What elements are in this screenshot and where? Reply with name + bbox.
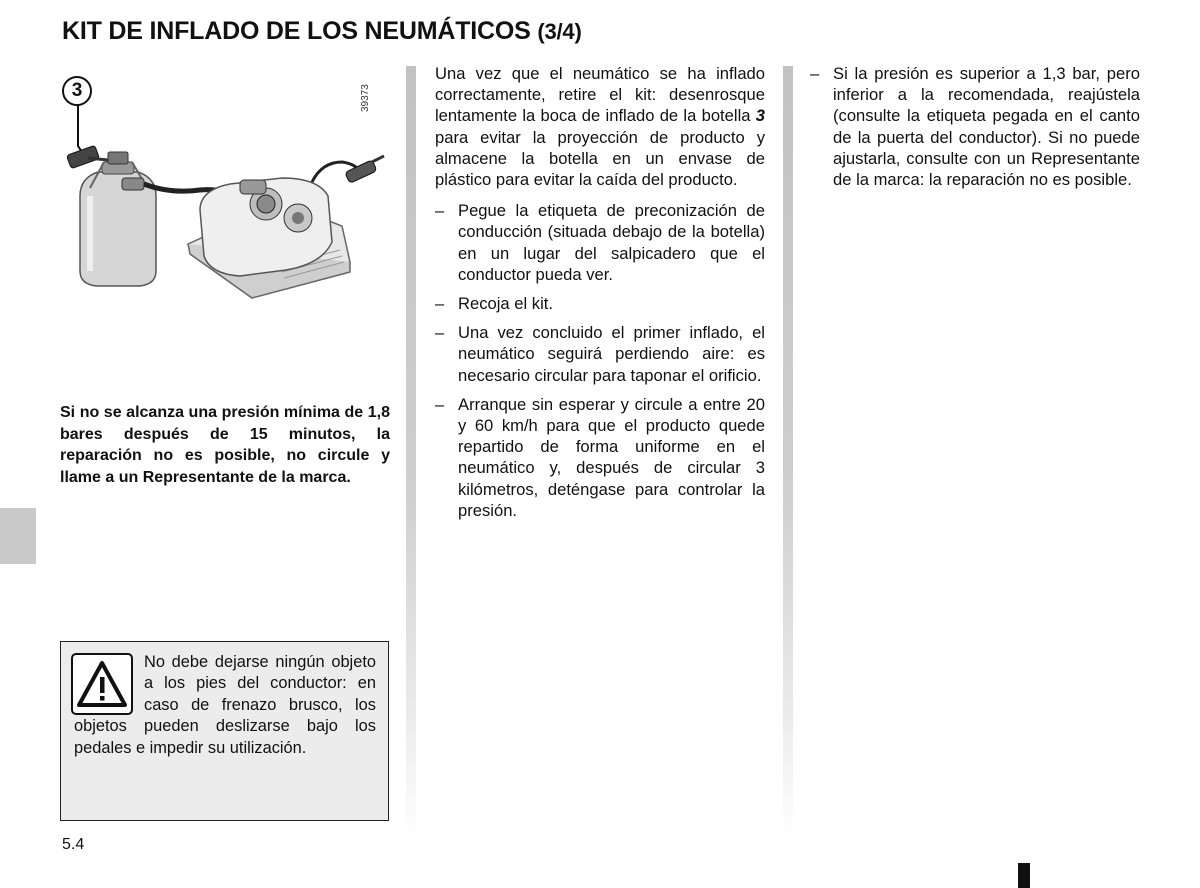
warning-text: No debe dejarse ningún objeto a los pies del conductor: en caso de frenazo brusco, los objetos pueden deslizarse bajo los pedales e impedir su utilización. — [74, 653, 376, 757]
page-number: 5.4 — [62, 836, 85, 853]
list-item — [435, 394, 765, 521]
list-item-text: Pegue la etiqueta de preconización de conducción (situada debajo de la botella) en un lugar del salpicadero que el conductor pueda ver. — [458, 201, 765, 284]
inflation-kit-drawing — [60, 66, 390, 316]
bullet-dash: – — [435, 323, 445, 343]
list-item-text: Una vez concluido el primer inflado, el neumático seguirá perdiendo aire: es necesario circular para taponar el orificio. — [458, 323, 765, 385]
kit-removal-paragraph — [435, 63, 765, 190]
list-item-text: Si la presión es superior a 1,3 bar, pero inferior a la recomendada, reajústela (consulte la etiqueta pegada en el canto de la puerta del conductor). Si no puede ajustarla, consulte con un Representante de la marca: la reparación no es posible. — [833, 64, 1140, 190]
page-edge-marker — [1018, 863, 1030, 888]
right-column — [810, 63, 1140, 198]
minimum-pressure-note: Si no se alcanza una presión mínima de 1,8 bares después de 15 minutos, la reparación no es posible, no circule y llame a un Representante de la marca. — [60, 404, 390, 486]
bullet-dash: – — [435, 394, 445, 414]
list-item-text: Arranque sin esperar y circule a entre 20 y 60 km/h para que el producto quede repartido de forma uniforme en el neumático y, después de circular 3 kilómetros, deténgase para controlar la presión. — [458, 394, 765, 520]
bullet-dash: – — [810, 64, 820, 83]
figure-callout-label: 3 — [62, 76, 92, 106]
bullet-dash: – — [435, 294, 445, 314]
warning-triangle-icon — [71, 653, 133, 715]
bullet-dash: – — [435, 201, 445, 221]
list-item — [435, 293, 765, 314]
page-title-part: (3/4) — [537, 19, 582, 44]
warning-box — [60, 641, 389, 821]
kit-removal-text-a: Una vez que el neumático se ha inflado correctamente, retire el kit: desenrosque lentamente la boca de inflado de la botella — [435, 64, 765, 126]
bottle-reference: 3 — [755, 106, 765, 126]
section-tab — [0, 508, 36, 564]
list-item — [435, 200, 765, 285]
page-title — [62, 17, 582, 46]
inflation-kit-illustration — [60, 66, 390, 316]
list-item — [435, 322, 765, 386]
list-item — [810, 63, 1140, 190]
list-item-text: Recoja el kit. — [458, 294, 553, 314]
kit-removal-text-b: para evitar la proyección de producto y almacene la botella en un envase de plástico para evitar la caída del producto. — [435, 127, 765, 190]
figure-reference-number: 39373 — [360, 84, 371, 112]
page-title-text: KIT DE INFLADO DE LOS NEUMÁTICOS — [62, 17, 531, 45]
middle-column — [435, 63, 765, 529]
column-divider-2 — [783, 66, 793, 838]
column-divider-1 — [406, 66, 416, 838]
